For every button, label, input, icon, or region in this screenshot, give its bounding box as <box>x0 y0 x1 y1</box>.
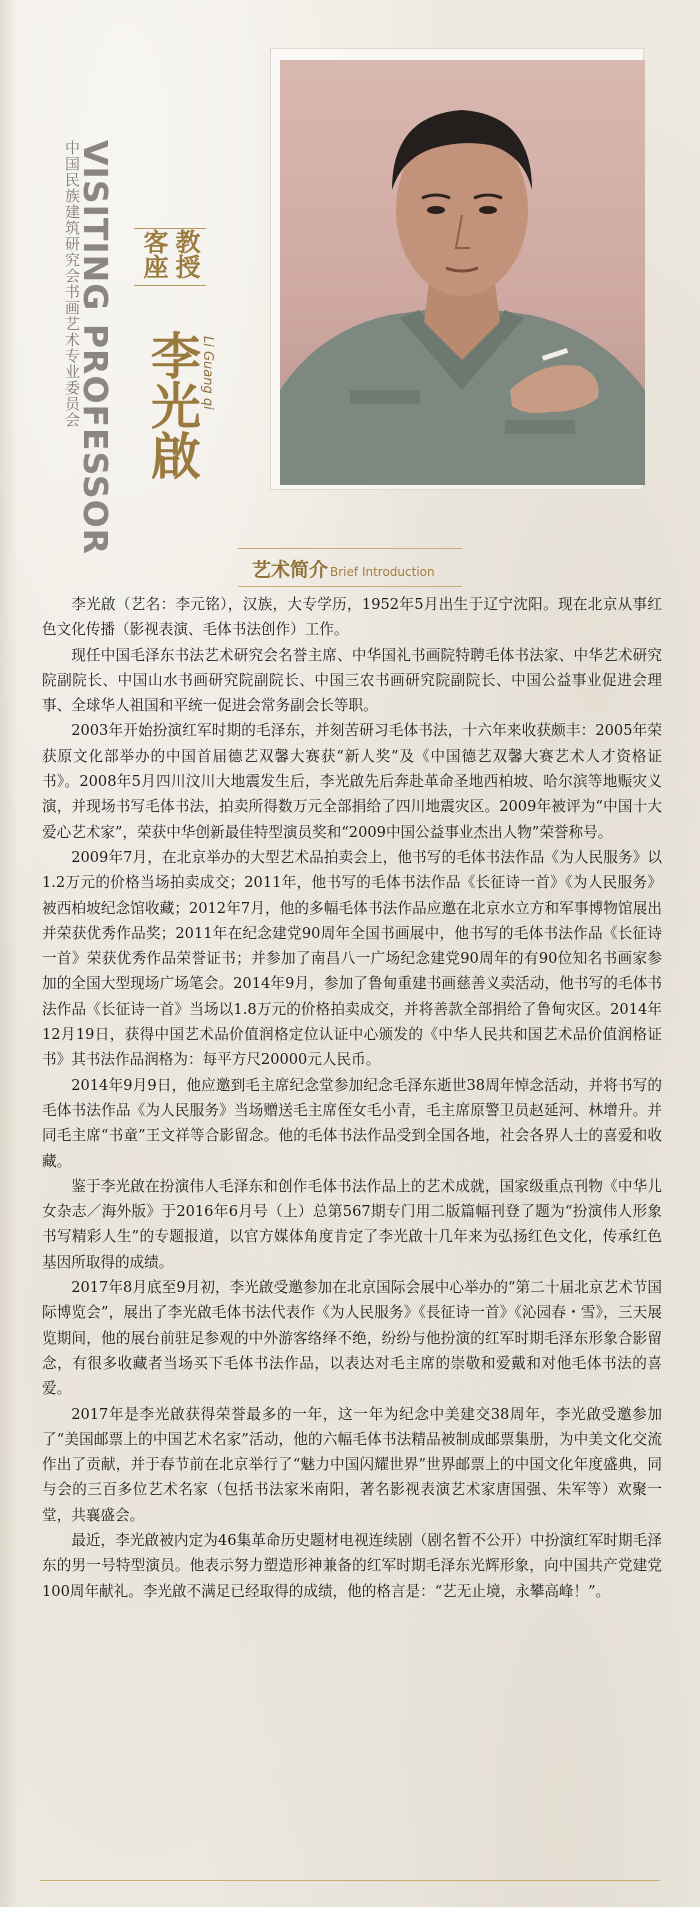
paragraph: 现任中国毛泽东书法艺术研究会名誉主席、中华国礼书画院特聘毛体书法家、中华艺术研究院副院长、中国山水书画研究院副院长、中国三农书画研究院副院长、中国公益事业促进会理事、全球华人祖国和平统一促进会常务副会长等职。 <box>42 646 662 715</box>
section-title-en: Brief Introduction <box>330 565 435 579</box>
section-rule-bottom <box>238 586 462 587</box>
paragraph: 鉴于李光啟在扮演伟人毛泽东和创作毛体书法作品上的艺术成就，国家级重点刊物《中华儿女杂志／海外版》于2016年6月号（上）总第567期专门用二版篇幅刊登了题为“扮演伟人形象 书写精彩人生”的专题报道，以官方媒体角度肯定了李光啟十几年来为弘扬红色文化，传承红色基因所取得的成绩。 <box>42 1177 662 1271</box>
section-title-cn: 艺术简介 <box>252 559 329 581</box>
title-badge <box>134 228 206 286</box>
person-name-en: Li Guang qi <box>200 336 215 410</box>
organization-name: 中国民族建筑研究会书画艺术专业委员会 <box>63 140 81 428</box>
paragraph: 最近，李光啟被内定为46集革命历史题材电视连续剧（剧名暂不公开）中扮演红军时期毛泽东的男一号特型演员。他表示努力塑造形神兼备的红军时期毛泽东光辉形象，向中国共产党建党100周年献礼。李光啟不满足已经取得的成绩，他的格言是：“艺无止境，永攀高峰！”。 <box>42 1531 662 1600</box>
portrait-illustration <box>280 60 645 485</box>
paragraph: 2009年7月，在北京举办的大型艺术品拍卖会上，他书写的毛体书法作品《为人民服务》以1.2万元的价格当场拍卖成交；2011年，他书写的毛体书法作品《长征诗一首》《为人民服务》被西柏坡纪念馆收藏；2012年7月，他的多幅毛体书法作品应邀在北京水立方和军事博物馆展出并荣获优秀作品奖；2011年在纪念建党90周年全国书画展中，他书写的毛体书法作品《长征诗一首》荣获优秀作品荣誉证书；并参加了南昌八一广场纪念建党90周年的有90位知名书画家参加的全国大型现场广场笔会。2014年9月，参加了鲁甸重建书画慈善义卖活动，他书写的毛体书法作品《长征诗一首》当场以1.8万元的价格拍卖成交，并将善款全部捐给了鲁甸灾区。2014年12月19日，获得中国艺术品价值润格定位认证中心颁发的《中华人民共和国艺术品价值润格证书》其书法作品润格为：每平方尺20000元人民币。 <box>42 848 662 1069</box>
paragraph: 2017年8月底至9月初，李光啟受邀参加在北京国际会展中心举办的“第二十届北京艺术节国际博览会”，展出了李光啟毛体书法代表作《为人民服务》《長征诗一首》《沁园春・雪》，三天展览期间，他的展台前驻足参观的中外游客络绎不绝，纷纷与他扮演的红军时期毛泽东形象合影留念，有很多收藏者当场买下毛体书法作品，以表达对毛主席的崇敬和爱戴和对他毛体书法的喜爱。 <box>42 1279 662 1398</box>
biography-text <box>42 592 662 1604</box>
english-title: VISITING PROFESSOR <box>76 140 115 556</box>
badge-line-2: 客座 <box>140 229 169 279</box>
bottom-rule <box>40 1880 660 1881</box>
paragraph: 2014年9月9日，他应邀到毛主席纪念堂参加纪念毛泽东逝世38周年悼念活动，并将书写的毛体书法作品《为人民服务》当场赠送毛主席侄女毛小青，毛主席原警卫员赵延河、林增升。并同毛主席“书童”王文祥等合影留念。他的毛体书法作品受到全国各地，社会各界人士的喜爱和收藏。 <box>42 1076 662 1170</box>
badge-line-1: 教授 <box>172 229 201 279</box>
portrait-photo <box>280 60 645 485</box>
page-edge <box>0 0 18 1907</box>
paragraph: 李光啟（艺名：李元铭），汉族，大专学历，1952年5月出生于辽宁沈阳。现在北京从事红色文化传播（影视表演、毛体书法创作）工作。 <box>42 596 662 639</box>
paragraph: 2017年是李光啟获得荣誉最多的一年，这一年为纪念中美建交38周年，李光啟受邀参加了“美国邮票上的中国艺术名家”活动，他的六幅毛体书法精品被制成邮票集册，为中美文化交流作出了贡献，并于春节前在北京举行了“魅力中国闪耀世界”世界邮票上的中国文化年度盛典，同与会的三百多位艺术名家（包括书法家米南阳，著名影视表演艺术家唐国强、朱军等）欢聚一堂，共襄盛会。 <box>42 1405 662 1524</box>
section-rule-top <box>238 548 462 549</box>
paragraph: 2003年开始扮演红军时期的毛泽东，并刻苦研习毛体书法，十六年来收获颇丰：2005年荣获原文化部举办的中国首届德艺双馨大赛获“新人奖”及《中国德艺双馨大赛艺术人才资格证书》。2008年5月四川汶川大地震发生后，李光啟先后奔赴革命圣地西柏坡、哈尔滨等地赈灾义演，并现场书写毛体书法，拍卖所得数万元全部捐给了四川地震灾区。2009年被评为“中国十大爱心艺术家”，荣获中华创新最佳特型演员奖和“2009中国公益事业杰出人物”荣誉称号。 <box>42 722 662 841</box>
person-name-cn: 李光啟 <box>143 330 202 480</box>
section-title <box>252 555 435 582</box>
